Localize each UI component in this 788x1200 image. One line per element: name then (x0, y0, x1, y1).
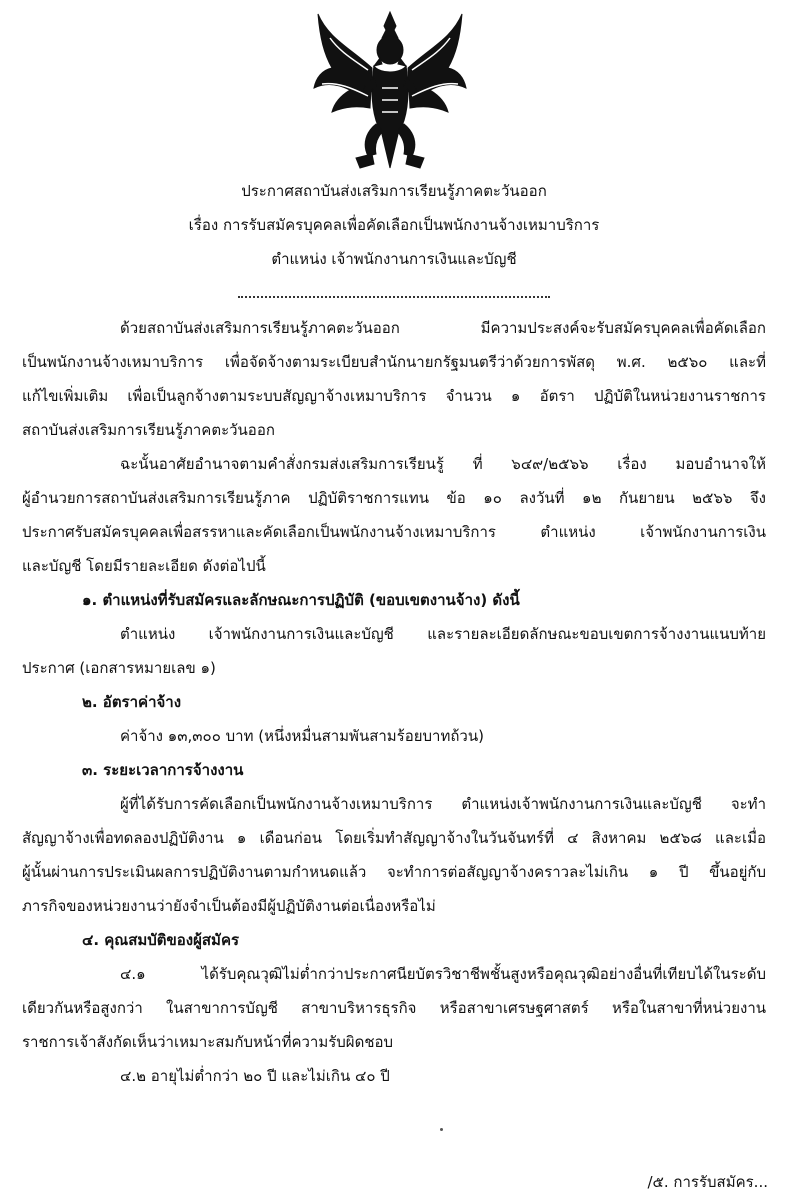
announcement-title: ประกาศสถาบันส่งเสริมการเรียนรู้ภาคตะวันออก (241, 182, 547, 200)
continuation-note: /๕. การรับสมัคร... (647, 1173, 768, 1191)
announcement-position: ตำแหน่ง เจ้าพนักงานการเงินและบัญชี (271, 250, 517, 268)
garuda-emblem-icon (310, 8, 470, 180)
header-divider (238, 296, 550, 298)
paragraph-line: ประกาศรับสมัครบุคคลเพื่อสรรหาและคัดเลือกเป็นพนักงานจ้างเหมาบริการ ตำแหน่ง เจ้าพนักงานการเงิน (22, 523, 766, 541)
paragraph-line: แก้ไขเพิ่มเติม เพื่อเป็นลูกจ้างตามระบบสัญญาจ้างเหมาบริการ จำนวน ๑ อัตรา ปฏิบัติในหน่วยงานราชการ (22, 387, 766, 405)
paragraph-line: เดียวกันหรือสูงกว่า ในสาขาการบัญชี สาขาบริหารธุรกิจ หรือสาขาเศรษฐศาสตร์ หรือในสาขาที่หน่วยงาน (22, 999, 766, 1017)
paragraph-line: ตำแหน่ง เจ้าพนักงานการเงินและบัญชี และรายละเอียดลักษณะขอบเขตการจ้างงานแนบท้าย (120, 625, 766, 643)
paragraph-line: สถาบันส่งเสริมการเรียนรู้ภาคตะวันออก (22, 421, 275, 439)
section-heading-3: ๓. ระยะเวลาการจ้างงาน (82, 761, 244, 779)
paragraph-line: ภารกิจของหน่วยงานว่ายังจำเป็นต้องมีผู้ปฏิบัติงานต่อเนื่องหรือไม่ (22, 897, 436, 915)
speck-mark (440, 1128, 443, 1131)
wage-line: ค่าจ้าง ๑๓,๓๐๐ บาท (หนึ่งหมื่นสามพันสามร้อยบาทถ้วน) (120, 727, 484, 745)
section-heading-4: ๔. คุณสมบัติของผู้สมัคร (82, 931, 240, 949)
paragraph-line: ผู้อำนวยการสถาบันส่งเสริมการเรียนรู้ภาค ปฏิบัติราชการแทน ข้อ ๑๐ ลงวันที่ ๑๒ กันยายน ๒๕๖๖ จึง (22, 489, 766, 507)
section-heading-2: ๒. อัตราค่าจ้าง (82, 693, 182, 711)
paragraph-line: และบัญชี โดยมีรายละเอียด ดังต่อไปนี้ (22, 557, 266, 575)
announcement-subject: เรื่อง การรับสมัครบุคคลเพื่อคัดเลือกเป็นพนักงานจ้างเหมาบริการ (188, 216, 600, 234)
paragraph-line: ผู้นั้นผ่านการประเมินผลการปฏิบัติงานตามกำหนดแล้ว จะทำการต่อสัญญาจ้างคราวละไม่เกิน ๑ ปี ขึ้นอยู่กับ (22, 863, 766, 881)
paragraph-line: ฉะนั้นอาศัยอำนาจตามคำสั่งกรมส่งเสริมการเรียนรู้ ที่ ๖๔๙/๒๕๖๖ เรื่อง มอบอำนาจให้ (120, 455, 766, 473)
paragraph-line: ๔.๒ อายุไม่ต่ำกว่า ๒๐ ปี และไม่เกิน ๔๐ ปี (120, 1067, 390, 1085)
paragraph-line: ประกาศ (เอกสารหมายเลข ๑) (22, 659, 216, 677)
paragraph-line: สัญญาจ้างเพื่อทดลองปฏิบัติงาน ๑ เดือนก่อน โดยเริ่มทำสัญญาจ้างในวันจันทร์ที่ ๔ สิงหาคม ๒๕๖๘ และเมื่อ (22, 829, 766, 847)
paragraph-line: เป็นพนักงานจ้างเหมาบริการ เพื่อจัดจ้างตามระเบียบสำนักนายกรัฐมนตรีว่าด้วยการพัสดุ พ.ศ. ๒๕๖๐ และที่ (22, 353, 766, 371)
paragraph-line: ๔.๑ ได้รับคุณวุฒิไม่ต่ำกว่าประกาศนียบัตรวิชาชีพชั้นสูงหรือคุณวุฒิอย่างอื่นที่เทียบได้ในระดับ (120, 965, 766, 983)
section-heading-1: ๑. ตำแหน่งที่รับสมัครและลักษณะการปฏิบัติ (ขอบเขตงานจ้าง) ดังนี้ (82, 591, 520, 609)
paragraph-line: ราชการเจ้าสังกัดเห็นว่าเหมาะสมกับหน้าที่ความรับผิดชอบ (22, 1033, 394, 1051)
paragraph-line: ผู้ที่ได้รับการคัดเลือกเป็นพนักงานจ้างเหมาบริการ ตำแหน่งเจ้าพนักงานการเงินและบัญชี จะทำ (120, 795, 766, 813)
paragraph-line: ด้วยสถาบันส่งเสริมการเรียนรู้ภาคตะวันออก มีความประสงค์จะรับสมัครบุคคลเพื่อคัดเลือก (120, 319, 766, 337)
